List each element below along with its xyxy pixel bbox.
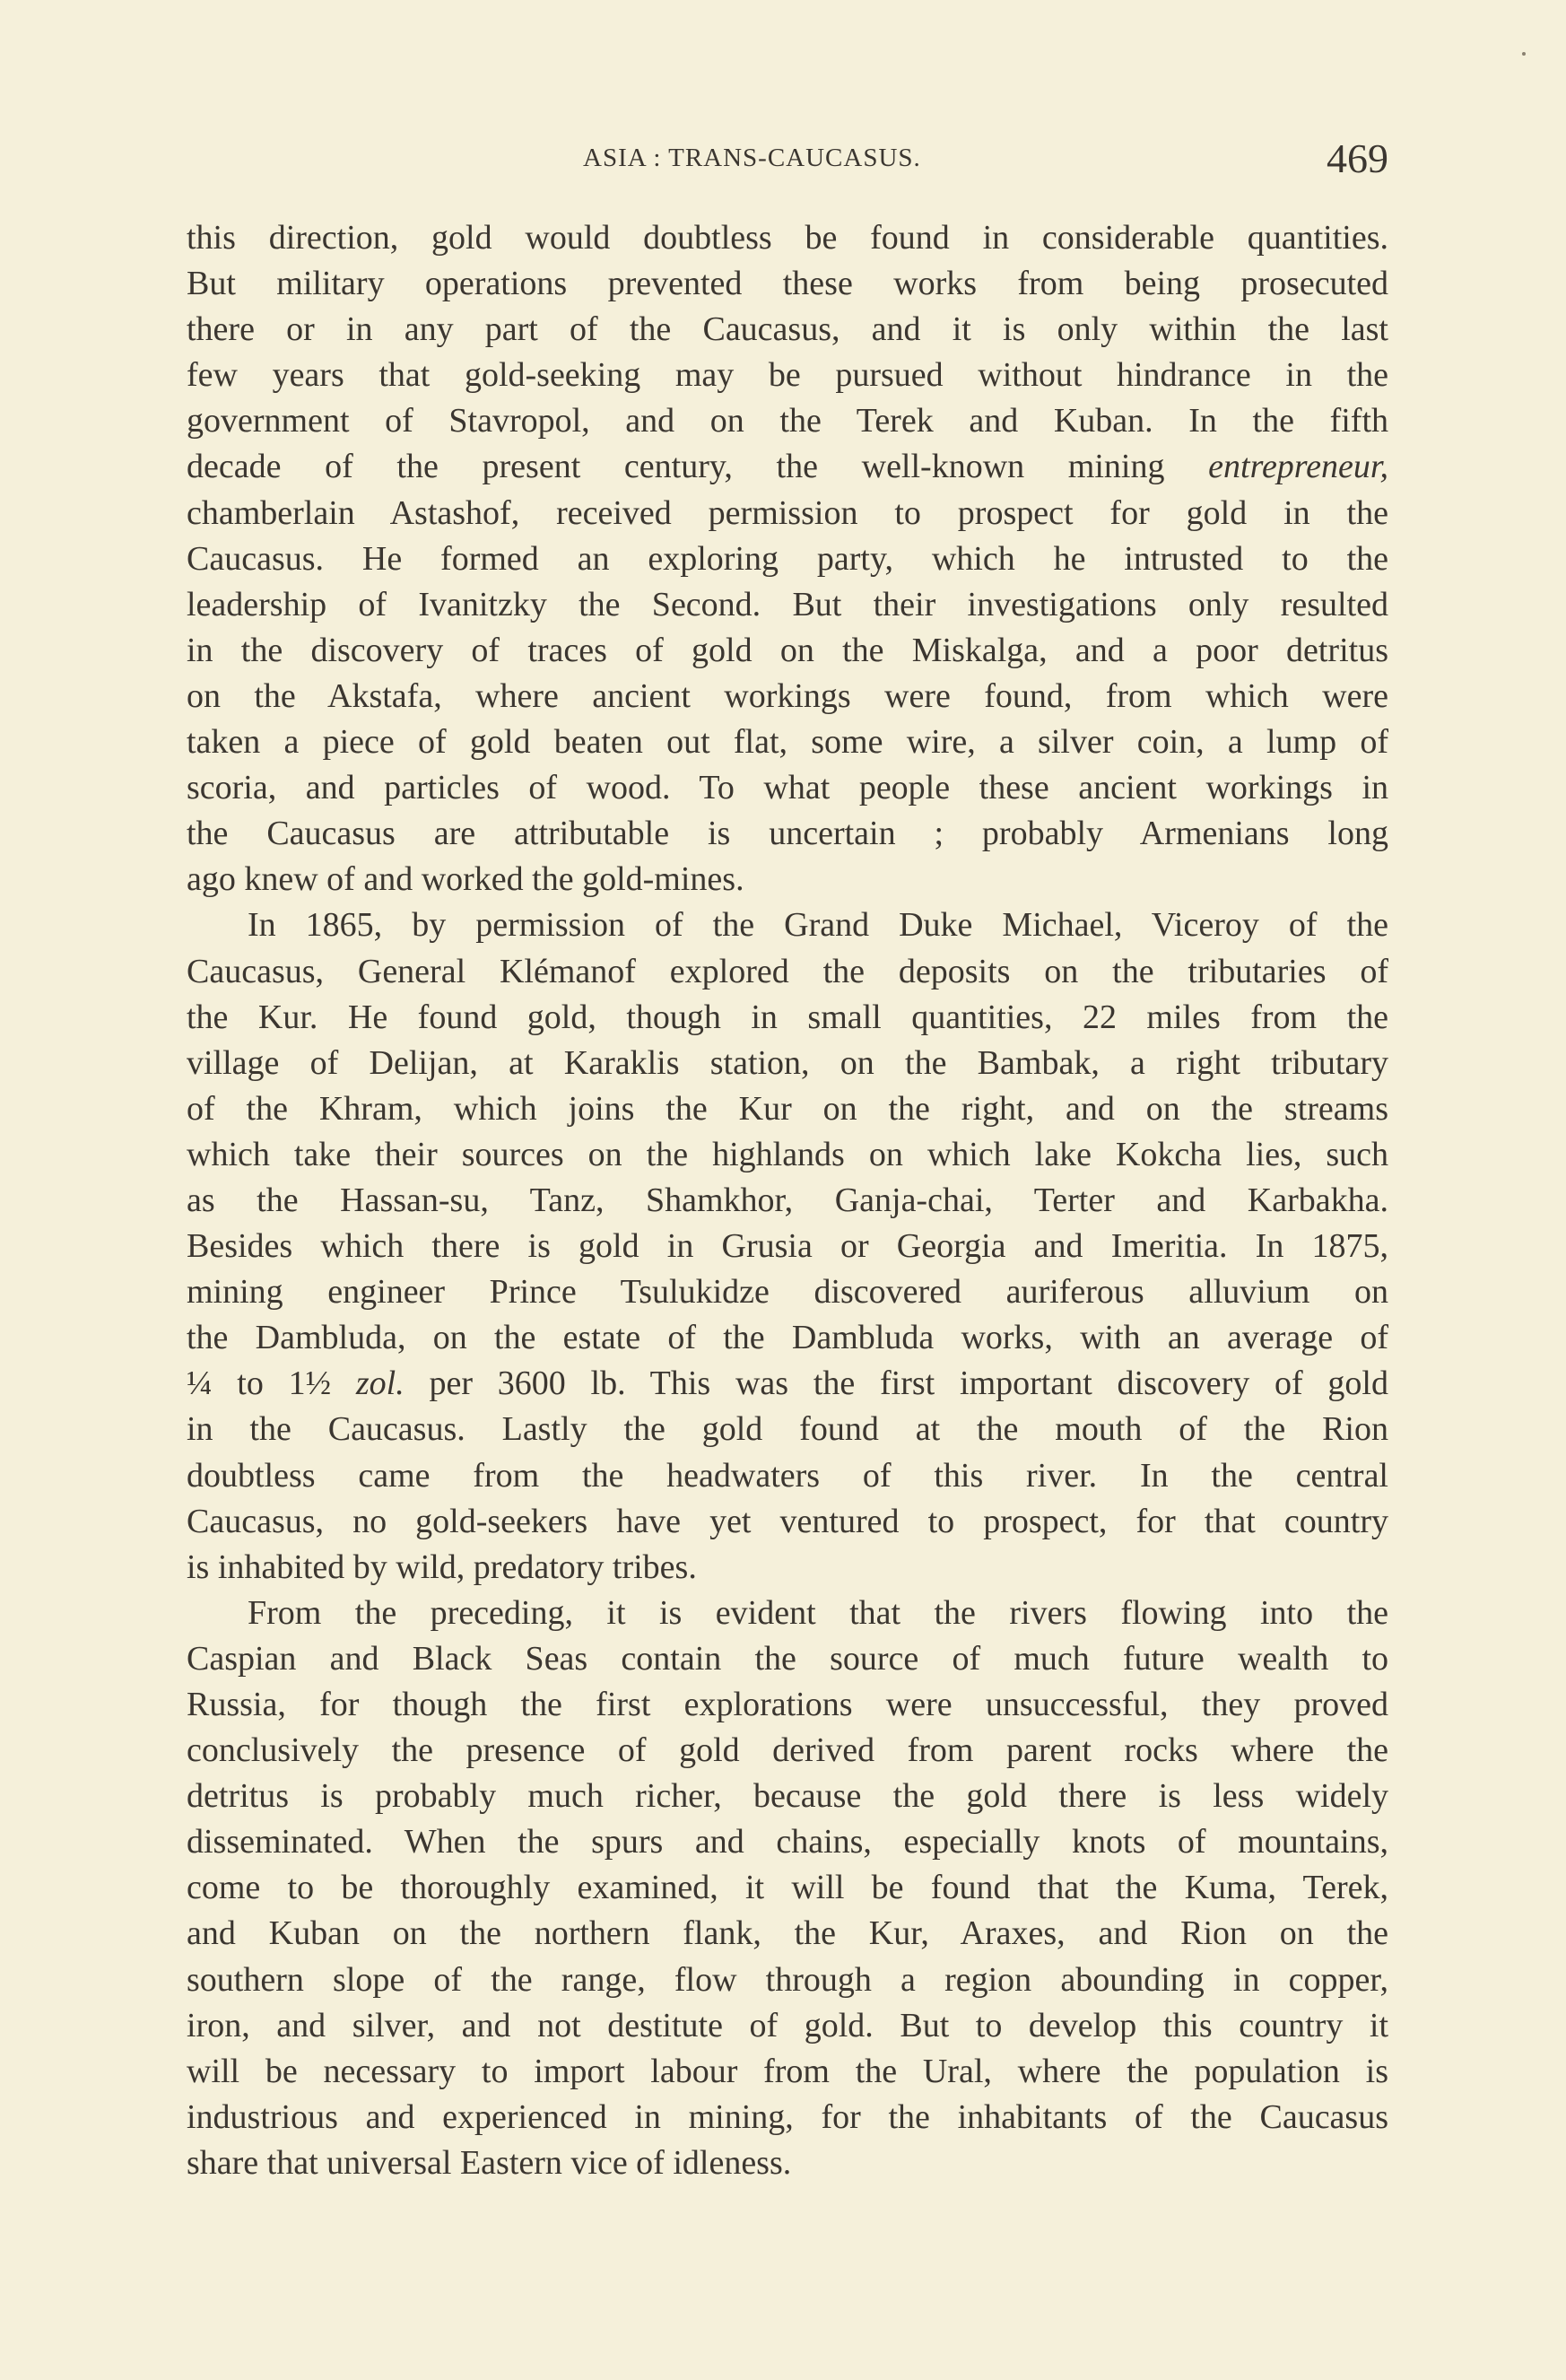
line-text: Russia, for though the first explorations were unsuccessful, they proved xyxy=(187,1686,1388,1723)
line-text: the Kur. He found gold, though in small quantities, 22 miles from the xyxy=(187,998,1388,1036)
line-text: there or in any part of the Caucasus, and it is only within the last xyxy=(187,310,1388,349)
line-text: in the Caucasus. Lastly the gold found at the mouth of the Rion xyxy=(187,1410,1388,1449)
italic-text: entrepreneur, xyxy=(1208,448,1388,486)
text-line xyxy=(187,2140,1388,2186)
line-text: which take their sources on the highlands on which lake Kokcha lies, such xyxy=(187,1135,1388,1173)
line-text: In 1865, by permission of the Grand Duke Michael, Viceroy of the xyxy=(248,906,1388,945)
text-line xyxy=(187,1361,1388,1407)
line-text: and Kuban on the northern flank, the Kur, Araxes, and Rion on the xyxy=(187,1914,1388,1953)
text-line xyxy=(187,674,1388,719)
line-text: leadership of Ivanitzky the Second. But their investigations only resulted xyxy=(187,585,1388,623)
text-line xyxy=(187,1545,1388,1591)
text-line xyxy=(187,444,1388,490)
line-text: the Dambluda, on the estate of the Dambluda works, with an average of xyxy=(187,1319,1388,1357)
line-text: this direction, gold would doubtless be found in considerable quantities. xyxy=(187,219,1388,257)
italic-text: zol. xyxy=(355,1364,405,1403)
text-line xyxy=(187,1499,1388,1545)
text-line xyxy=(187,995,1388,1041)
line-text: southern slope of the range, flow through a region abounding in copper, xyxy=(187,1960,1388,1999)
line-text: the Caucasus are attributable is uncertain ; probably Armenians long xyxy=(187,815,1388,853)
text-line xyxy=(187,2095,1388,2140)
running-head-title: ASIA : TRANS-CAUCASUS. xyxy=(583,144,921,172)
line-text: Caucasus, no gold-seekers have yet ventured to prospect, for that country xyxy=(187,1502,1388,1540)
text-line xyxy=(187,215,1388,261)
text-line xyxy=(187,261,1388,307)
line-text: few years that gold-seeking may be pursued without hindrance in the xyxy=(187,356,1388,395)
line-text: share that universal Eastern vice of idleness. xyxy=(187,2143,792,2182)
speck xyxy=(1522,52,1526,56)
line-text: of the Khram, which joins the Kur on the right, and on the streams xyxy=(187,1089,1388,1128)
line-text: is inhabited by wild, predatory tribes. xyxy=(187,1547,697,1586)
line-text: From the preceding, it is evident that the rivers flowing into the xyxy=(248,1593,1388,1632)
text-line xyxy=(187,1407,1388,1452)
text-line xyxy=(187,1591,1388,1636)
text-line xyxy=(187,353,1388,398)
line-text: Besides which there is gold in Grusia or Georgia and Imeritia. In 1875, xyxy=(187,1227,1388,1266)
running-head xyxy=(0,135,1566,188)
text-line xyxy=(187,398,1388,444)
text-line xyxy=(187,1224,1388,1269)
line-text: disseminated. When the spurs and chains, especially knots of mountains, xyxy=(187,1823,1388,1861)
text-line xyxy=(187,1636,1388,1682)
text-line xyxy=(187,1865,1388,1911)
page-number: 469 xyxy=(1327,135,1388,181)
line-text: chamberlain Astashof, received permission to prospect for gold in the xyxy=(187,493,1388,532)
text-line xyxy=(187,1453,1388,1499)
text-line xyxy=(187,1269,1388,1315)
line-text: taken a piece of gold beaten out flat, some wire, a silver coin, a lump of xyxy=(187,723,1388,762)
text-line xyxy=(187,1315,1388,1361)
body-text xyxy=(187,215,1388,2186)
text-line xyxy=(187,491,1388,536)
text-line xyxy=(187,582,1388,628)
line-text: Caucasus. He formed an exploring party, which he intrusted to the xyxy=(187,539,1388,578)
paragraph xyxy=(187,1591,1388,2186)
text-line xyxy=(187,1819,1388,1865)
paragraph xyxy=(187,902,1388,1590)
text-line xyxy=(187,1911,1388,1957)
line-text: Caucasus, General Klémanof explored the deposits on the tributaries of xyxy=(187,952,1388,990)
line-text: ¼ to 1½ xyxy=(187,1364,356,1403)
line-text: village of Delijan, at Karaklis station, on the Bambak, a right tributary xyxy=(187,1043,1388,1082)
line-text: come to be thoroughly examined, it will be found that the Kuma, Terek, xyxy=(187,1869,1388,1907)
line-text: will be necessary to import labour from the Ural, where the population is xyxy=(187,2052,1388,2090)
paragraph xyxy=(187,215,1388,902)
line-text: government of Stavropol, and on the Terek and Kuban. In the fifth xyxy=(187,402,1388,440)
text-line xyxy=(187,307,1388,353)
line-text: per 3600 lb. This was the first important discovery of gold xyxy=(404,1364,1388,1403)
text-line xyxy=(187,1178,1388,1224)
text-line xyxy=(187,949,1388,995)
line-text: iron, and silver, and not destitute of gold. But to develop this country it xyxy=(187,2006,1388,2044)
text-line xyxy=(187,902,1388,948)
text-line xyxy=(187,536,1388,582)
text-line xyxy=(187,1041,1388,1086)
line-text: detritus is probably much richer, because the gold there is less widely xyxy=(187,1777,1388,1816)
text-line xyxy=(187,857,1388,902)
text-line xyxy=(187,1957,1388,2003)
line-text: scoria, and particles of wood. To what people these ancient workings in xyxy=(187,769,1388,807)
text-line xyxy=(187,719,1388,765)
line-text: on the Akstafa, where ancient workings were found, from which were xyxy=(187,676,1388,715)
line-text: doubtless came from the headwaters of this river. In the central xyxy=(187,1456,1388,1495)
line-text: mining engineer Prince Tsulukidze discovered auriferous alluvium on xyxy=(187,1273,1388,1312)
line-text: in the discovery of traces of gold on the Miskalga, and a poor detritus xyxy=(187,631,1388,669)
text-line xyxy=(187,2049,1388,2095)
line-text: decade of the present century, the well-known mining xyxy=(187,448,1209,486)
text-line xyxy=(187,765,1388,811)
line-text: ago knew of and worked the gold-mines. xyxy=(187,860,744,899)
line-text: conclusively the presence of gold derived from parent rocks where the xyxy=(187,1731,1388,1770)
text-line xyxy=(187,1728,1388,1774)
text-line xyxy=(187,1682,1388,1728)
line-text: as the Hassan-su, Tanz, Shamkhor, Ganja-chai, Terter and Karbakha. xyxy=(187,1181,1388,1219)
text-line xyxy=(187,1132,1388,1178)
line-text: industrious and experienced in mining, for the inhabitants of the Caucasus xyxy=(187,2097,1388,2136)
text-line xyxy=(187,1774,1388,1819)
text-line xyxy=(187,1086,1388,1132)
text-line xyxy=(187,628,1388,674)
text-line xyxy=(187,811,1388,857)
line-text: But military operations prevented these works from being prosecuted xyxy=(187,265,1388,303)
text-line xyxy=(187,2003,1388,2049)
line-text: Caspian and Black Seas contain the source of much future wealth to xyxy=(187,1639,1388,1678)
